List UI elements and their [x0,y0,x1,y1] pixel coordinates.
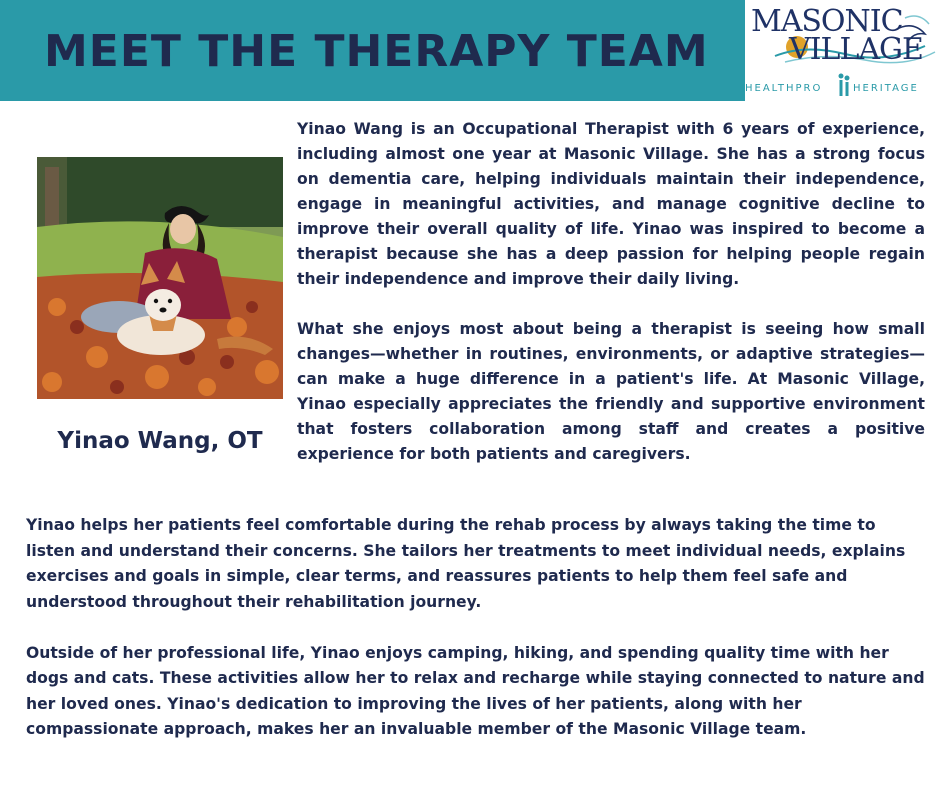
photo-illustration [37,157,283,399]
page-title: MEET THE THERAPY TEAM [44,26,709,77]
bio-top-section [297,117,925,467]
logo-heritage-label: HERITAGE [853,83,919,94]
logo-word-village: VILLAGE [789,32,923,67]
bio-bottom-section [26,513,926,743]
logo-word-masonic: MASONIC [751,4,903,39]
masonic-village-logo [745,0,940,101]
bio-paragraph: Yinao Wang is an Occupational Therapist with 6 years of experience, including almost one year at Masonic Village. She has a strong focus on dementia care, helping individuals maintain their independence, engage in meaningful activities, and manage cognitive decline to improve their overall quality of life. Yinao was inspired to become a therapist because she has a deep passion for helping people regain their independence and improve their daily living. [297,120,925,288]
bio-paragraph: What she enjoys most about being a therapist is seeing how small changes—whether in routines, environments, or adaptive strategies—can make a huge difference in a patient's life. At Masonic Village, Yinao especially appreciates the friendly and supportive environment that fosters collaboration among staff and creates a positive experience for both patients and caregivers. [297,320,925,463]
therapist-photo [37,157,283,399]
header-band [0,0,745,101]
healthpro-heritage-mark-icon [837,73,851,97]
bio-paragraph: Yinao helps her patients feel comfortable during the rehab process by always taking the time to listen and understand their concerns. She tailors her treatments to meet individual needs, explains exercises and goals in simple, clear terms, and reassures patients to help them feel safe and understood throughout their rehabilitation journey. [26,516,906,611]
logo-healthpro-label: HEALTHPRO [745,83,823,94]
therapist-name: Yinao Wang, OT [57,428,263,454]
bio-paragraph: Outside of her professional life, Yinao enjoys camping, hiking, and spending quality time with her dogs and cats. These activities allow her to relax and recharge while staying connected to nature and her loved ones. Yinao's dedication to improving the lives of her patients, along with her compassionate approach, makes her an invaluable member of the Masonic Village team. [26,643,925,738]
